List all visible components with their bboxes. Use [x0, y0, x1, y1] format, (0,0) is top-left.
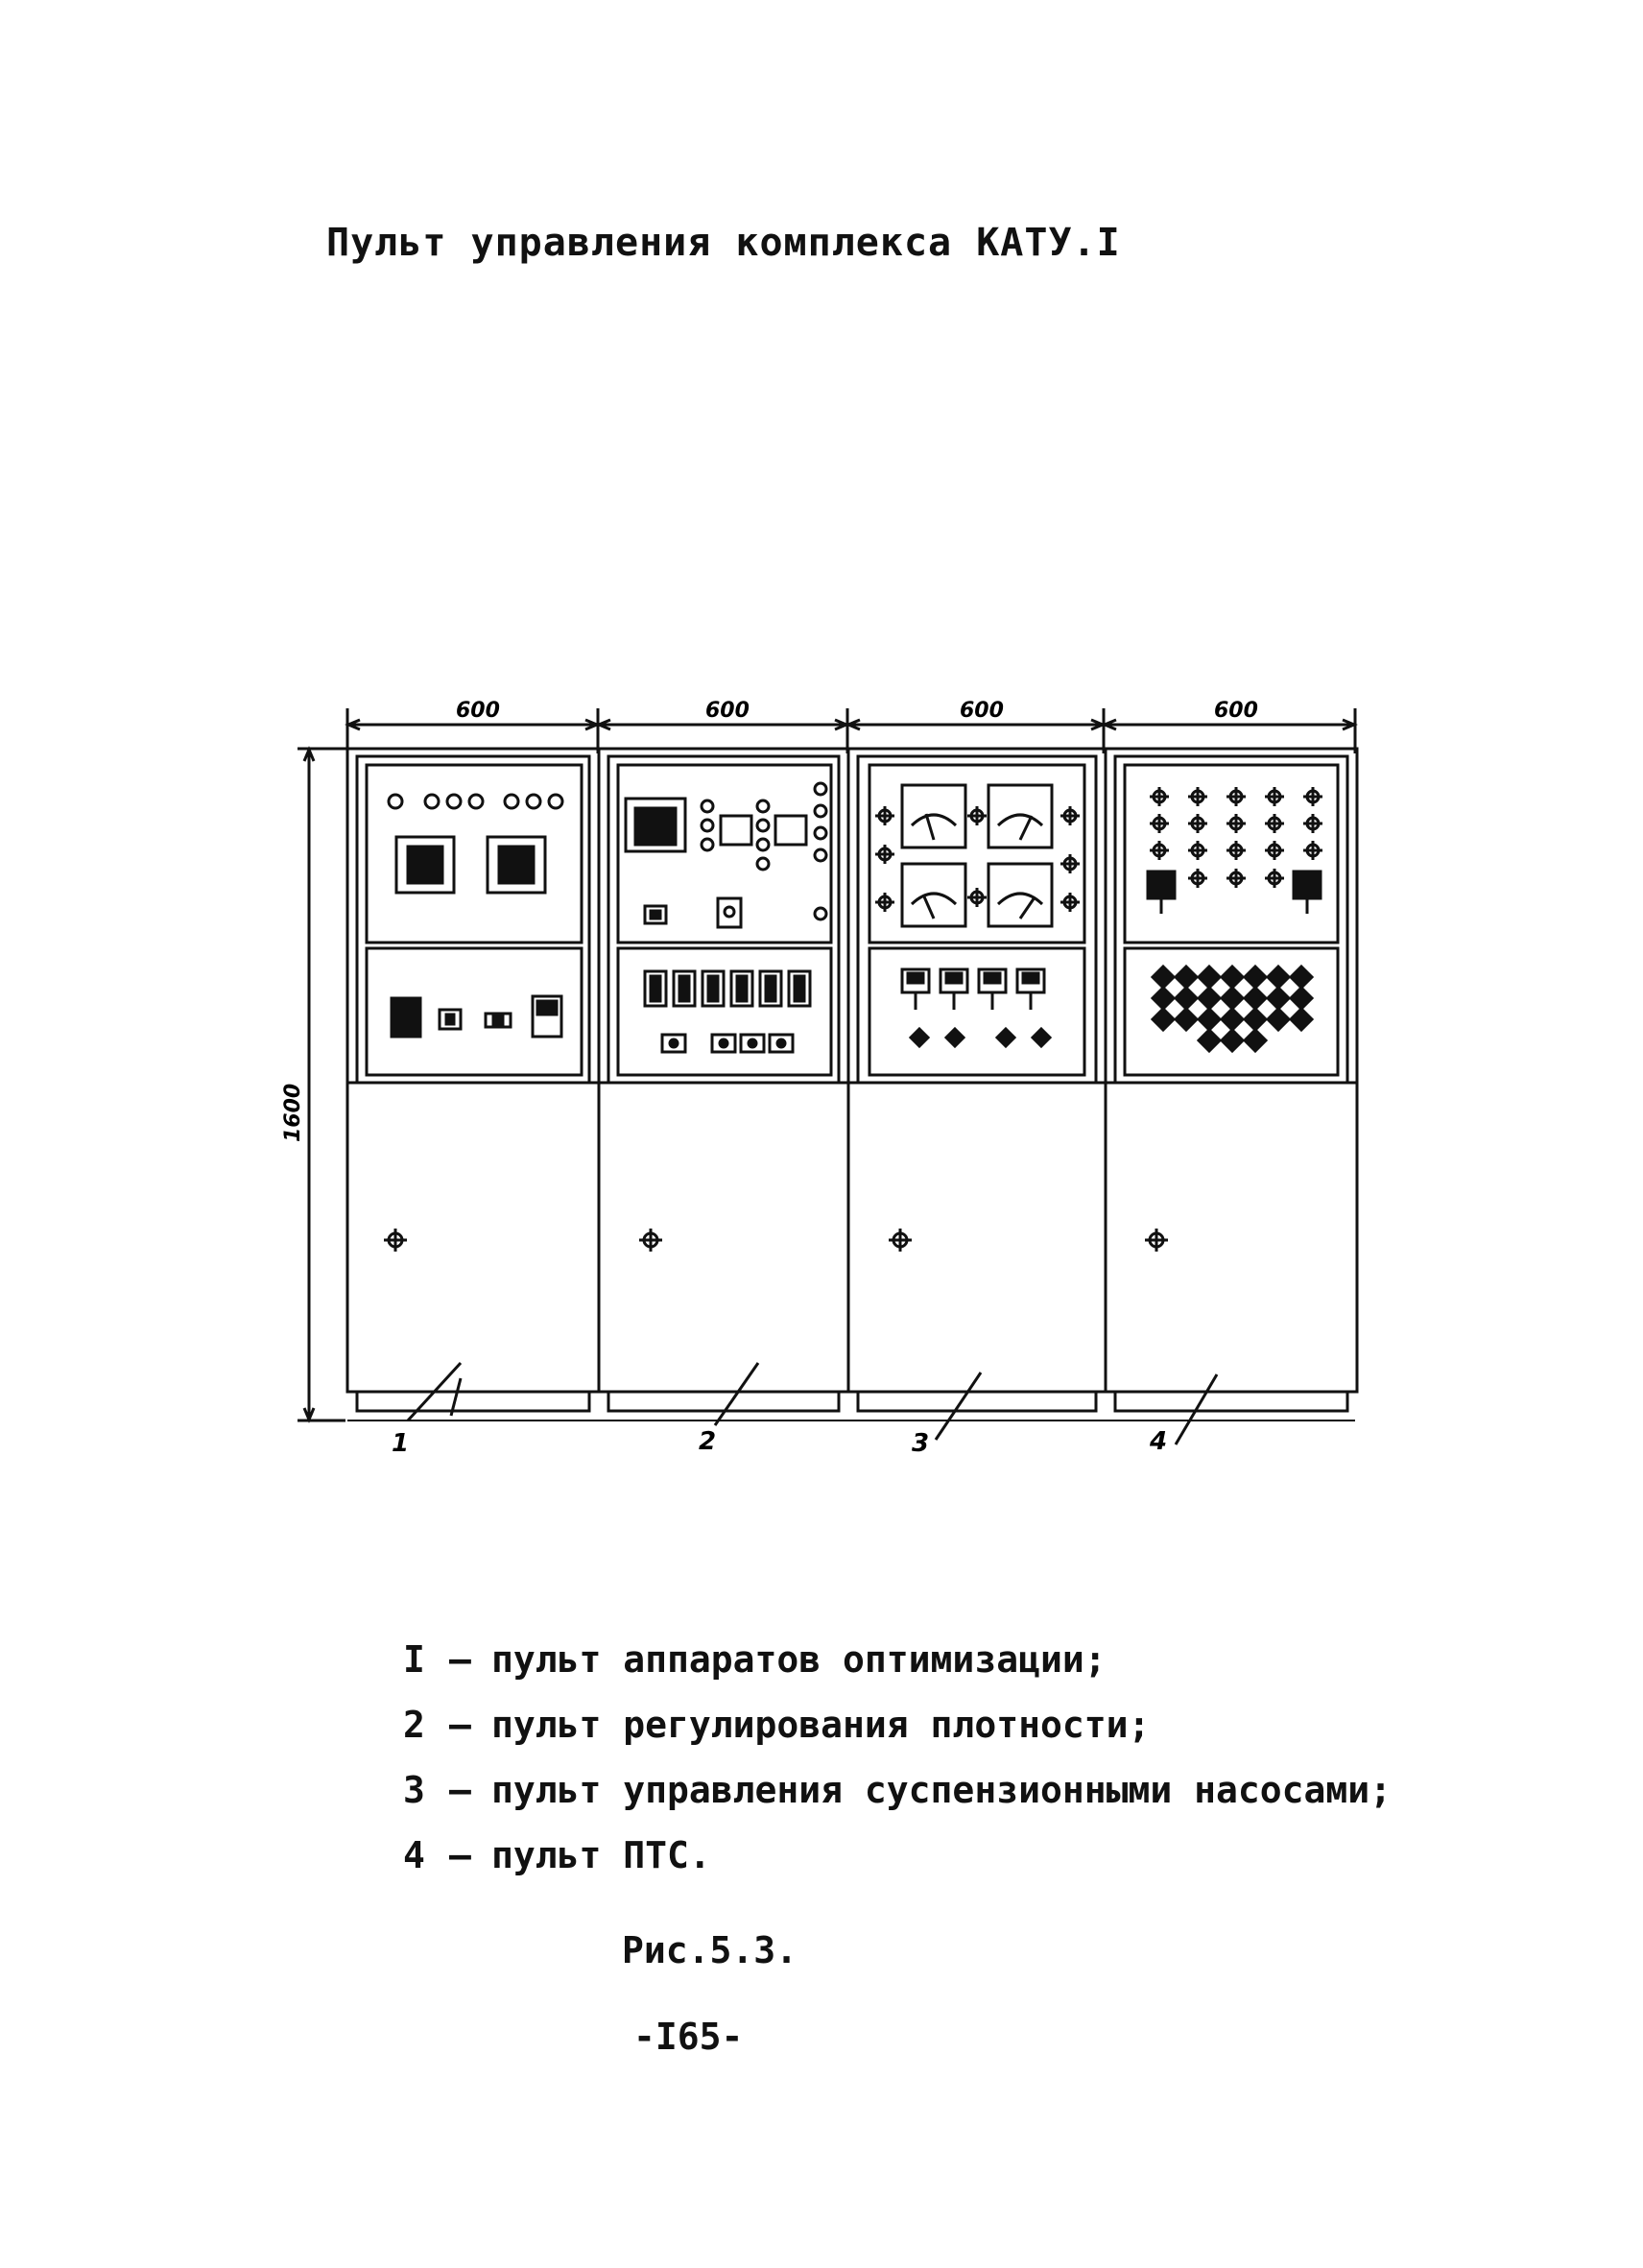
indicator-lamp-icon: [1303, 787, 1322, 806]
matrix-button-icon: [1153, 1009, 1174, 1030]
cabinet-2-switch-row: [645, 971, 810, 1006]
cabinet-4-door-lock-icon: [1145, 1229, 1168, 1252]
matrix-button-icon: [1153, 988, 1174, 1009]
matrix-button-icon: [1222, 1009, 1243, 1030]
cabinet-3-switches: [902, 969, 1044, 1010]
indicator-lamp-icon: [1265, 814, 1284, 833]
width-dimension-label-4: 600: [1214, 699, 1258, 723]
legend-text: пульт управления суспензионными насосами;: [491, 1769, 1392, 1811]
legend-number: 4: [403, 1834, 425, 1876]
matrix-button-icon: [1153, 967, 1174, 988]
cabinet-4: [1106, 749, 1357, 1444]
matrix-button-icon: [1291, 1009, 1312, 1030]
cabinet-label-3: 3: [912, 1429, 930, 1458]
indicator-lamp-icon: [1265, 869, 1284, 888]
legend-text: пульт аппаратов оптимизации;: [491, 1638, 1107, 1681]
matrix-button-icon: [1268, 1009, 1289, 1030]
indicator-lamp-icon: [1226, 841, 1246, 860]
cabinet-3-side-indicators: [875, 806, 1080, 912]
cabinet-label-4: 4: [1150, 1427, 1168, 1456]
legend-number: I: [403, 1638, 425, 1681]
cabinet-4-button-matrix: [1153, 967, 1312, 1051]
indicator-lamp-icon: [1188, 841, 1207, 860]
matrix-button-icon: [1245, 1009, 1266, 1030]
legend-number: 2: [403, 1704, 425, 1746]
cabinet-2: [599, 749, 848, 1425]
cabinet-3: [848, 749, 1106, 1440]
matrix-button-icon: [1199, 967, 1220, 988]
cabinet-label-2: 2: [699, 1427, 717, 1456]
figure-caption: Рис.5.3.: [622, 1929, 798, 1971]
matrix-button-icon: [1291, 967, 1312, 988]
cabinet-2-instruments: [645, 783, 826, 927]
cabinet-1: [347, 749, 599, 1420]
cabinet-2-button-row: [662, 1035, 793, 1052]
matrix-button-icon: [1199, 1030, 1220, 1051]
width-dimension-label-3: 600: [960, 699, 1004, 723]
cabinet-label-1: 1: [392, 1429, 410, 1458]
legend-item: 3 – пульт управления суспензионными насосами;: [403, 1757, 1392, 1823]
indicator-lamp-icon: [1303, 814, 1322, 833]
indicator-lamp-icon: [1265, 787, 1284, 806]
indicator-lamp-icon: [1303, 841, 1322, 860]
cabinet-3-door-lock-icon: [889, 1229, 912, 1252]
indicator-lamp-icon: [1226, 814, 1246, 833]
indicator-lamp-icon: [1150, 787, 1169, 806]
matrix-button-icon: [1199, 1009, 1220, 1030]
matrix-button-icon: [1291, 988, 1312, 1009]
width-dimension-label-2: 600: [705, 699, 750, 723]
matrix-button-icon: [1245, 967, 1266, 988]
matrix-button-icon: [1222, 1030, 1243, 1051]
legend-item: 2 – пульт регулирования плотности;: [403, 1692, 1392, 1757]
cabinet-3-buttons: [911, 1029, 1050, 1046]
legend-item: 4 – пульт ПТС.: [403, 1823, 1392, 1888]
legend-text: пульт ПТС.: [491, 1834, 711, 1876]
indicator-lamp-icon: [1226, 787, 1246, 806]
matrix-button-icon: [1268, 988, 1289, 1009]
width-dimension-label-1: 600: [456, 699, 500, 723]
cabinet-2-display-unit: [626, 799, 685, 851]
indicator-lamp-icon: [1188, 787, 1207, 806]
cabinet-1-door-lock-icon: [384, 1229, 407, 1252]
cabinet-1-indicator-lamps: [389, 795, 562, 808]
cabinet-1-display-units: [396, 837, 545, 893]
indicator-lamp-icon: [1188, 869, 1207, 888]
legend-number: 3: [403, 1769, 425, 1811]
matrix-button-icon: [1245, 1030, 1266, 1051]
matrix-button-icon: [1245, 988, 1266, 1009]
indicator-lamp-icon: [1226, 869, 1246, 888]
legend-item: I – пульт аппаратов оптимизации;: [403, 1627, 1392, 1692]
indicator-lamp-icon: [1188, 814, 1207, 833]
indicator-lamp-icon: [1150, 814, 1169, 833]
page-number: -I65-: [633, 2016, 744, 2058]
indicator-lamp-icon: [1150, 841, 1169, 860]
legend-text: пульт регулирования плотности;: [491, 1704, 1151, 1746]
cabinet-1-switches: [392, 996, 561, 1037]
matrix-button-icon: [1222, 967, 1243, 988]
height-dimension-label: 1600: [281, 1083, 305, 1142]
matrix-button-icon: [1199, 988, 1220, 1009]
cabinet-2-door-lock-icon: [639, 1229, 662, 1252]
matrix-button-icon: [1176, 1009, 1197, 1030]
matrix-button-icon: [1176, 967, 1197, 988]
page-title: Пульт управления комплекса КАТУ.I: [326, 221, 1121, 265]
matrix-button-icon: [1268, 967, 1289, 988]
indicator-lamp-icon: [1265, 841, 1284, 860]
matrix-button-icon: [1176, 988, 1197, 1009]
matrix-button-icon: [1222, 988, 1243, 1009]
legend-list: [403, 1627, 1392, 1888]
